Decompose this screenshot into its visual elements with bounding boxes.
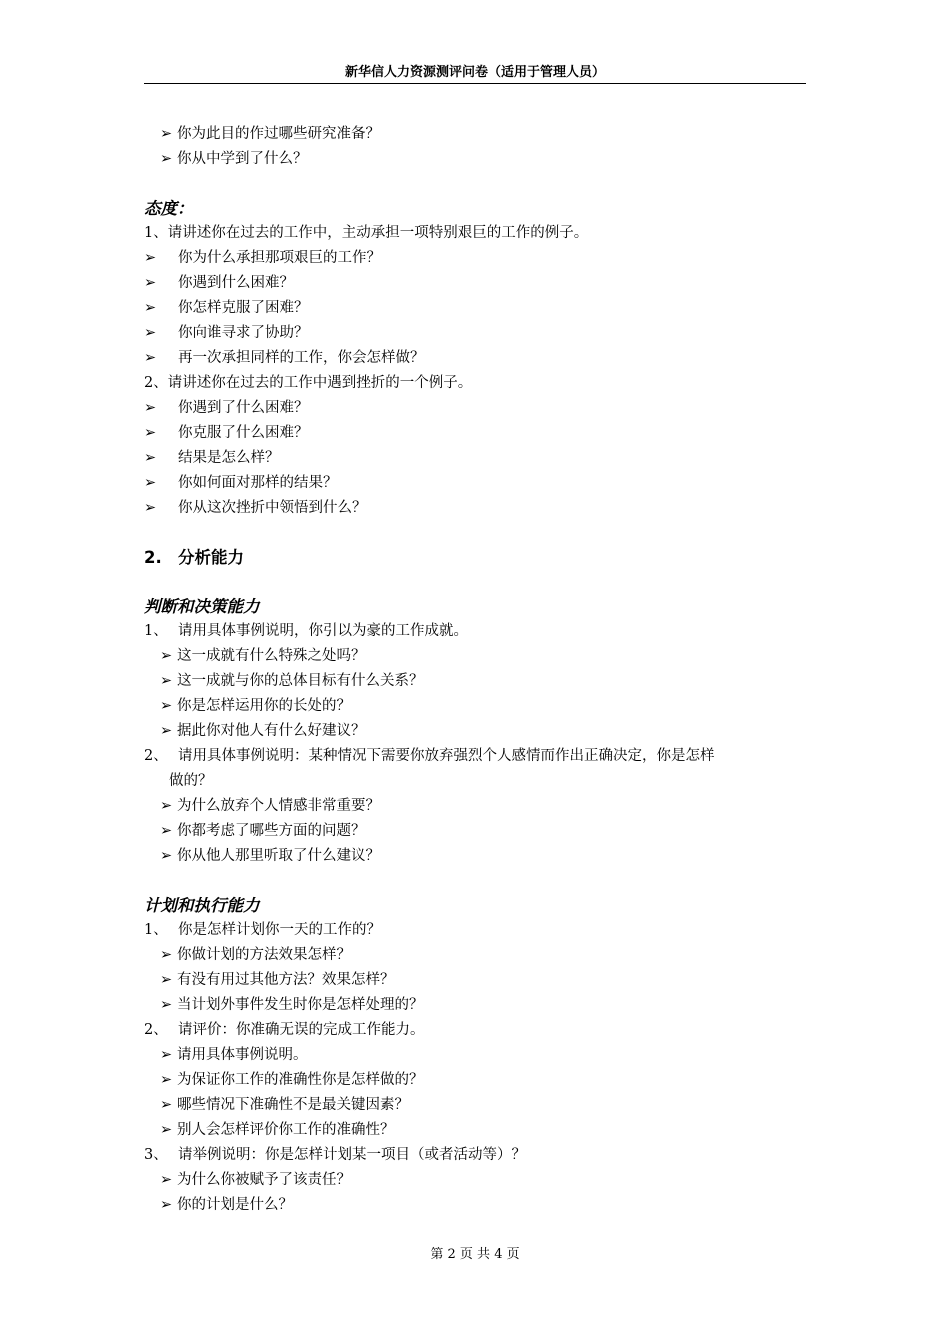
list-item: ➢ 你是怎样运用你的长处的？ bbox=[144, 694, 806, 719]
arrow-bullet-icon: ➢ bbox=[160, 1197, 173, 1213]
list-item: ➢ 再一次承担同样的工作，你会怎样做？ bbox=[144, 346, 806, 371]
arrow-bullet-icon: ➢ bbox=[160, 848, 173, 864]
list-item: ➢ 你为什么承担那项艰巨的工作？ bbox=[144, 246, 806, 271]
question-text: 1、 你是怎样计划你一天的工作的？ bbox=[144, 922, 381, 938]
list-item: ➢ 你怎样克服了困难？ bbox=[144, 296, 806, 321]
page-header-title: 新华信人力资源测评问卷（适用于管理人员） bbox=[344, 65, 605, 80]
heading-attitude: 态度： bbox=[144, 199, 194, 218]
heading-planning: 计划和执行能力 bbox=[144, 896, 260, 915]
list-item: ➢ 这一成就有什么特殊之处吗？ bbox=[144, 644, 806, 669]
list-item: ➢ 你向谁寻求了协助？ bbox=[144, 321, 806, 346]
page-number-footer: 第 2 页 共 4 页 bbox=[430, 1247, 520, 1262]
arrow-bullet-icon: ➢ bbox=[144, 425, 157, 441]
list-item: ➢ 为什么放弃个人情感非常重要？ bbox=[144, 794, 806, 819]
question-text: 2、 请用具体事例说明：某种情况下需要你放弃强烈个人感情而作出正确决定，你是怎样 bbox=[144, 748, 715, 764]
arrow-bullet-icon: ➢ bbox=[160, 151, 173, 167]
arrow-bullet-icon: ➢ bbox=[160, 823, 173, 839]
heading-judgment: 判断和决策能力 bbox=[144, 597, 260, 616]
header-divider bbox=[144, 83, 806, 84]
list-item: ➢ 这一成就与你的总体目标有什么关系？ bbox=[144, 669, 806, 694]
list-item: ➢ 为保证你工作的准确性你是怎样做的？ bbox=[144, 1068, 806, 1093]
question-text: 1、 请用具体事例说明，你引以为豪的工作成就。 bbox=[144, 623, 468, 639]
arrow-bullet-icon: ➢ bbox=[160, 1122, 173, 1138]
arrow-bullet-icon: ➢ bbox=[144, 300, 157, 316]
arrow-bullet-icon: ➢ bbox=[160, 126, 173, 142]
question-text: 1、请讲述你在过去的工作中，主动承担一项特别艰巨的工作的例子。 bbox=[144, 225, 589, 241]
list-item: ➢ 别人会怎样评价你工作的准确性？ bbox=[144, 1118, 806, 1143]
arrow-bullet-icon: ➢ bbox=[160, 947, 173, 963]
arrow-bullet-icon: ➢ bbox=[160, 648, 173, 664]
question-text: 3、 请举例说明：你是怎样计划某一项目（或者活动等）？ bbox=[144, 1147, 526, 1163]
arrow-bullet-icon: ➢ bbox=[144, 325, 157, 341]
document-body bbox=[144, 122, 806, 1218]
list-item: ➢ 哪些情况下准确性不是最关键因素？ bbox=[144, 1093, 806, 1118]
list-item: ➢ 你从他人那里听取了什么建议？ bbox=[144, 844, 806, 869]
list-item: ➢ 你克服了什么困难？ bbox=[144, 421, 806, 446]
arrow-bullet-icon: ➢ bbox=[160, 798, 173, 814]
arrow-bullet-icon: ➢ bbox=[144, 250, 157, 266]
section-title-analysis: 2. 分析能力 bbox=[144, 548, 244, 567]
list-item: ➢ 你做计划的方法效果怎样？ bbox=[144, 943, 806, 968]
arrow-bullet-icon: ➢ bbox=[144, 400, 157, 416]
arrow-bullet-icon: ➢ bbox=[160, 1172, 173, 1188]
arrow-bullet-icon: ➢ bbox=[144, 500, 157, 516]
list-item: ➢ 据此你对他人有什么好建议？ bbox=[144, 719, 806, 744]
list-item: ➢ 有没有用过其他方法？效果怎样？ bbox=[144, 968, 806, 993]
arrow-bullet-icon: ➢ bbox=[144, 450, 157, 466]
list-item: ➢ 你遇到了什么困难？ bbox=[144, 396, 806, 421]
question-text: 2、 请评价：你准确无误的完成工作能力。 bbox=[144, 1022, 425, 1038]
arrow-bullet-icon: ➢ bbox=[144, 350, 157, 366]
arrow-bullet-icon: ➢ bbox=[160, 673, 173, 689]
list-item: ➢ 你为此目的作过哪些研究准备？ bbox=[144, 122, 806, 147]
arrow-bullet-icon: ➢ bbox=[144, 475, 157, 491]
arrow-bullet-icon: ➢ bbox=[160, 972, 173, 988]
list-item: ➢ 结果是怎么样？ bbox=[144, 446, 806, 471]
list-item: ➢ 请用具体事例说明。 bbox=[144, 1043, 806, 1068]
list-item: ➢ 你从中学到了什么？ bbox=[144, 147, 806, 172]
arrow-bullet-icon: ➢ bbox=[160, 698, 173, 714]
arrow-bullet-icon: ➢ bbox=[160, 1097, 173, 1113]
list-item: ➢ 你的计划是什么？ bbox=[144, 1193, 806, 1218]
list-item: ➢ 为什么你被赋予了该责任？ bbox=[144, 1168, 806, 1193]
list-item: ➢ 你从这次挫折中领悟到什么？ bbox=[144, 496, 806, 521]
list-item: ➢ 你遇到什么困难？ bbox=[144, 271, 806, 296]
arrow-bullet-icon: ➢ bbox=[160, 997, 173, 1013]
question-text: 2、请讲述你在过去的工作中遇到挫折的一个例子。 bbox=[144, 375, 473, 391]
list-item: ➢ 你如何面对那样的结果？ bbox=[144, 471, 806, 496]
arrow-bullet-icon: ➢ bbox=[160, 1072, 173, 1088]
arrow-bullet-icon: ➢ bbox=[144, 275, 157, 291]
list-item: ➢ 你都考虑了哪些方面的问题？ bbox=[144, 819, 806, 844]
arrow-bullet-icon: ➢ bbox=[160, 1047, 173, 1063]
arrow-bullet-icon: ➢ bbox=[160, 723, 173, 739]
list-item: ➢ 当计划外事件发生时你是怎样处理的？ bbox=[144, 993, 806, 1018]
question-text-continued: 做的？ bbox=[169, 773, 213, 789]
